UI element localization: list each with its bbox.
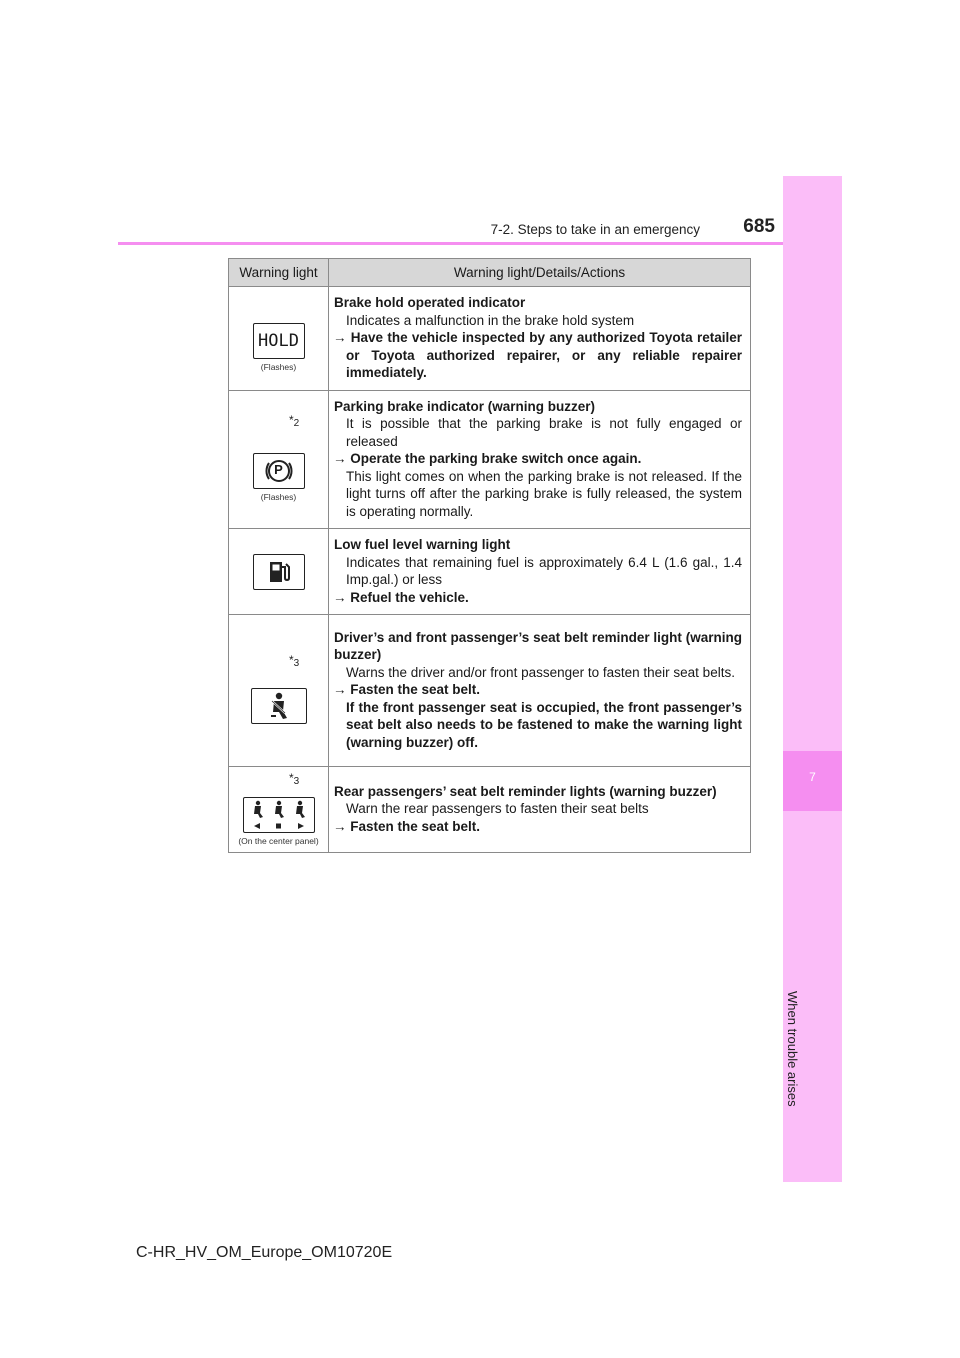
footnote-marker: $*_2$ (289, 412, 300, 429)
row-action (334, 450, 742, 468)
row-title: Parking brake indicator (warning buzzer) (334, 398, 596, 414)
row-title: Brake hold operated indicator (334, 295, 526, 310)
table-row (229, 529, 751, 615)
row-body: It is possible that the parking brake is not fully engaged or released (346, 416, 742, 449)
row-action (334, 589, 742, 607)
row-action-text: Have the vehicle inspected by any authorized Toyota retailer or Toyota authorized repairer, or any reliable repairer immediately. (346, 330, 742, 380)
table-row (229, 287, 751, 391)
row-title: Low fuel level warning light (334, 537, 511, 552)
chapter-title: When trouble arises (785, 991, 800, 1107)
icon-cell (229, 287, 329, 391)
hold-icon-text: HOLD (258, 330, 299, 351)
details-cell (329, 615, 751, 767)
parking-brake-letter: P (274, 461, 283, 477)
row-action-text: Operate the parking brake switch once again. (350, 451, 642, 466)
chapter-side-tab (783, 176, 842, 1182)
row-body: Indicates a malfunction in the brake hold system (346, 312, 635, 328)
warning-light-table (228, 258, 751, 853)
icon-cell (229, 390, 329, 529)
page-number: 685 (743, 216, 775, 237)
arrow-icon: → (333, 818, 351, 834)
row-action (334, 329, 742, 382)
icon-cell (229, 615, 329, 767)
row-action-text: Fasten the seat belt. (350, 682, 481, 698)
icon-caption: (Flashes) (260, 361, 297, 372)
column-header-warning-light: Warning light (229, 259, 329, 287)
row-extra: If the front passenger seat is occupied, the front passenger’s seat belt also needs to be fastened to make the warning light (warning buzzer) off. (346, 699, 742, 750)
chapter-number: 7 (809, 770, 816, 784)
hold-icon (253, 323, 305, 359)
table-row (229, 767, 751, 853)
icon-caption: (On the center panel) (238, 836, 319, 846)
header-rule (118, 242, 783, 245)
details-cell (329, 529, 751, 615)
arrow-icon: → (333, 589, 351, 605)
document-id: C-HR_HV_OM_Europe_OM10720E (136, 1244, 393, 1261)
icon-caption: (Flashes) (260, 491, 297, 502)
footnote-marker: $*_3$ (289, 771, 300, 787)
row-action (334, 681, 742, 699)
row-extra: This light comes on when the parking brake is not released. If the light turns off after the parking brake is fully released, the system is operating normally. (346, 468, 742, 519)
rear-seat-belts-icon (243, 797, 315, 833)
table-row (229, 390, 751, 529)
details-cell (329, 767, 751, 853)
parking-brake-icon (253, 453, 305, 489)
footnote-marker: $*_3$ (289, 653, 300, 669)
icon-cell (229, 767, 329, 853)
row-body: Indicates that remaining fuel is approximately 6.4 L (1.6 gal., 1.4 Imp.gal.) or less (346, 554, 742, 587)
row-action (334, 818, 742, 836)
icon-cell (229, 529, 329, 615)
arrow-icon: → (333, 330, 351, 345)
table-row (229, 615, 751, 767)
arrow-icon: → (333, 451, 351, 466)
details-cell (329, 390, 751, 529)
arrow-icon: → (333, 682, 351, 698)
row-body: Warn the rear passengers to fasten their seat belts (346, 801, 649, 817)
row-action-text: Fasten the seat belt. (350, 818, 481, 834)
row-body: Warns the driver and/or front passenger to fasten their seat belts. (346, 664, 735, 680)
row-action-text: Refuel the vehicle. (350, 589, 469, 605)
fuel-pump-icon (253, 554, 305, 590)
row-title: Rear passengers’ seat belt reminder lights (warning buzzer) (334, 783, 717, 799)
column-header-details: Warning light/Details/Actions (329, 259, 751, 287)
row-title: Driver’s and front passenger’s seat belt reminder light (warning buzzer) (334, 629, 742, 663)
details-cell (329, 287, 751, 391)
table-header-row (229, 259, 751, 287)
seat-belt-icon (251, 688, 307, 724)
section-title: 7-2. Steps to take in an emergency (490, 222, 700, 237)
